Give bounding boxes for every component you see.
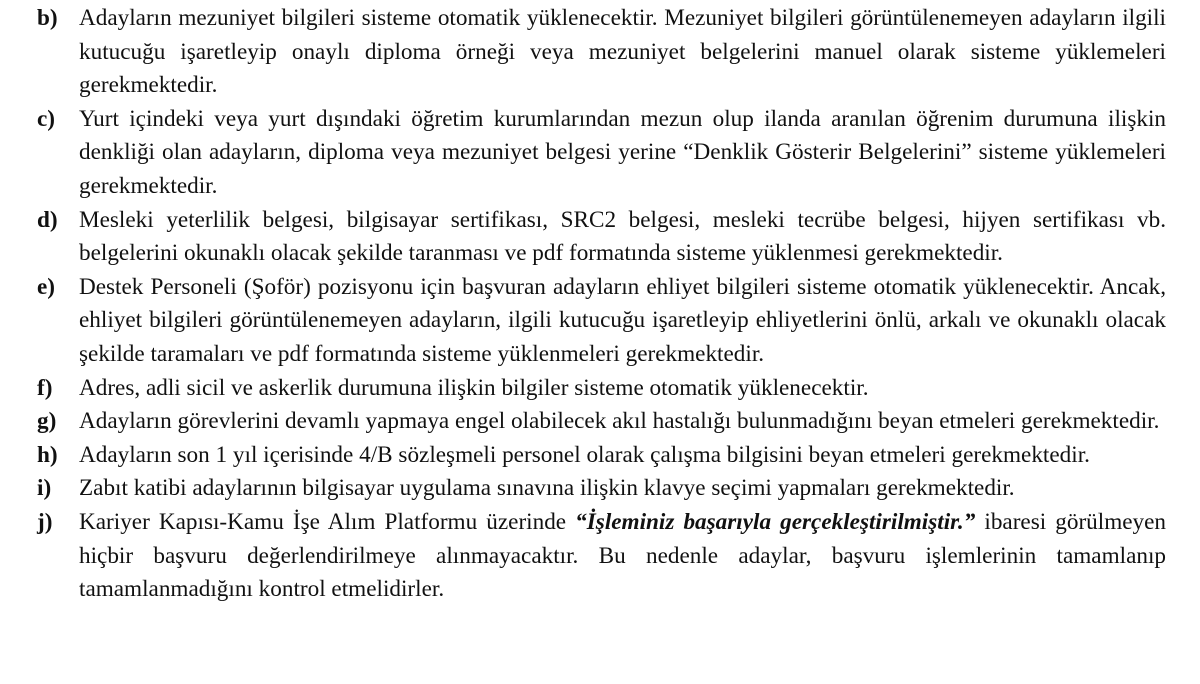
list-item-e	[37, 271, 1166, 372]
list-marker: d)	[37, 206, 58, 233]
list-item-c	[37, 103, 1166, 204]
list-marker: j)	[37, 508, 53, 535]
list-item-j	[37, 506, 1166, 607]
list-item-text: Adayların mezuniyet bilgileri sisteme otomatik yüklenecektir. Mezuniyet bilgileri görüntülenemeyen adayların ilgili kutucuğu işaretleyip onaylı diploma örneği veya mezuniyet belgelerini manuel olarak sisteme yüklemeleri gerekmektedir.	[79, 5, 1166, 99]
list-marker: e)	[37, 273, 56, 300]
list-item-g	[37, 405, 1166, 439]
list-item-text	[79, 506, 1166, 607]
list-item-h	[37, 439, 1166, 473]
list-marker: h)	[37, 441, 58, 468]
list-item-f	[37, 372, 1166, 406]
emphasized-quote: “İşleminiz başarıyla gerçekleştirilmiştir.”	[575, 508, 976, 535]
list-item-text: Zabıt katibi adaylarının bilgisayar uygulama sınavına ilişkin klavye seçimi yapmaları gerekmektedir.	[79, 475, 1015, 502]
list-item-text: Mesleki yeterlilik belgesi, bilgisayar sertifikası, SRC2 belgesi, mesleki tecrübe belgesi, hijyen sertifikası vb. belgelerini okunaklı olacak şekilde taranması ve pdf formatında sisteme yüklenmesi gerekmektedir.	[79, 206, 1166, 267]
list-marker: f)	[37, 374, 53, 401]
list-item-text: Yurt içindeki veya yurt dışındaki öğretim kurumlarından mezun olup ilanda aranılan öğrenim durumuna ilişkin denkliği olan adayların, diploma veya mezuniyet belgesi yerine “Denklik Gösterir Belgelerini” sisteme yüklemeleri gerekmektedir.	[79, 105, 1166, 199]
list-marker: i)	[37, 475, 52, 502]
list-item-d	[37, 204, 1166, 271]
list-item-i	[37, 472, 1166, 506]
list-marker: b)	[37, 5, 58, 31]
list-item-text: Adayların görevlerini devamlı yapmaya engel olabilecek akıl hastalığı bulunmadığını beyan etmeleri gerekmektedir.	[79, 408, 1160, 435]
list-marker: g)	[37, 408, 57, 435]
list-item-b	[37, 2, 1166, 103]
list-item-text: Adayların son 1 yıl içerisinde 4/B sözleşmeli personel olarak çalışma bilgisini beyan etmeleri gerekmektedir.	[79, 441, 1090, 468]
list-item-text: Destek Personeli (Şoför) pozisyonu için başvuran adayların ehliyet bilgileri sisteme otomatik yüklenecektir. Ancak, ehliyet bilgileri görüntülenemeyen adayların, ilgili kutucuğu işaretleyip ehliyetlerini önlü, arkalı ve okunaklı olacak şekilde taramaları ve pdf formatında sisteme yüklenmeleri gerekmektedir.	[79, 273, 1166, 367]
list-item-text: Adres, adli sicil ve askerlik durumuna ilişkin bilgiler sisteme otomatik yüklenecektir.	[79, 374, 869, 401]
list-marker: c)	[37, 105, 56, 132]
list-item-text-after: ibaresi görülmeyen hiçbir başvuru değerlendirilmeye alınmayacaktır. Bu nedenle adaylar, başvuru işlemlerinin tamamlanıp tamamlanmadığını kontrol etmelidirler.	[79, 508, 1167, 603]
list-item-text-before: Kariyer Kapısı-Kamu İşe Alım Platformu üzerinde	[79, 508, 576, 535]
